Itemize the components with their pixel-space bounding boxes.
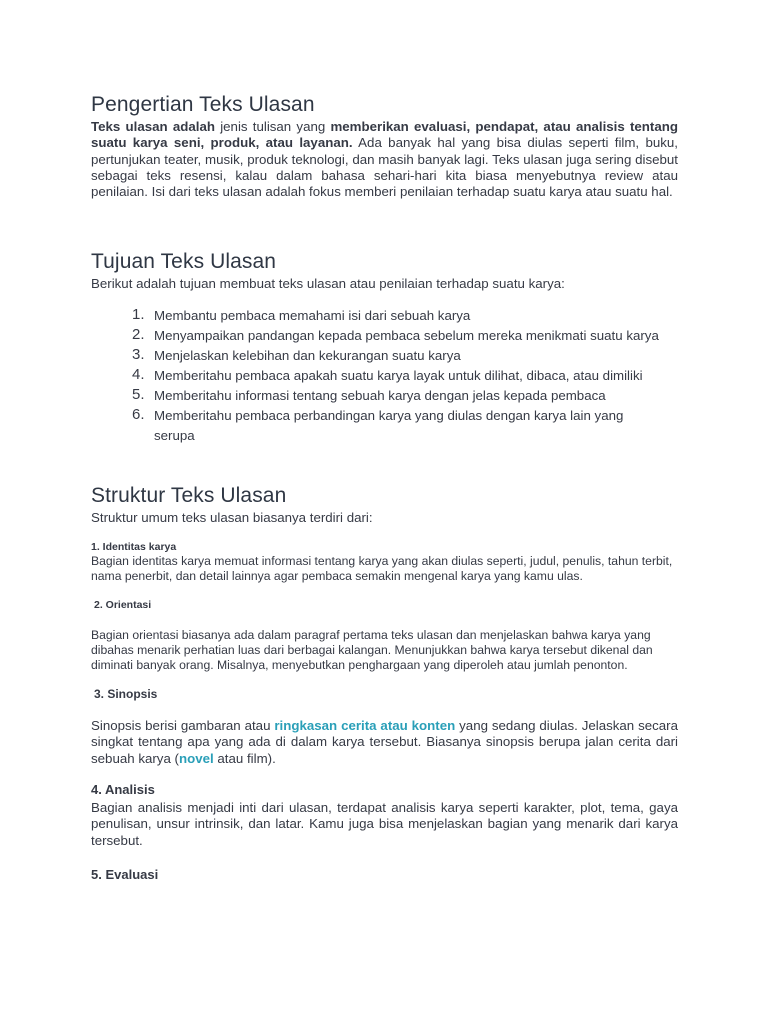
orientasi-heading: 2. Orientasi [94,599,152,611]
list-number: 1. [132,306,145,323]
list-item-text: Menjelaskan kelebihan dan kekurangan suatu karya [154,348,461,363]
list-number: 2. [132,326,145,343]
bold-term: Teks ulasan adalah [91,119,215,134]
list-item-text: Menyampaikan pandangan kepada pembaca sebelum mereka menikmati suatu karya [154,328,659,343]
identitas-body: Bagian identitas karya memuat informasi tentang karya yang akan diulas seperti, judul, penulis, tahun terbit, nama penerbit, dan detail lainnya agar pembaca semakin mengenal karya yang kamu ulas. [91,554,673,583]
sinopsis-body [91,718,678,767]
heading-pengertian: Pengertian Teks Ulasan [91,93,315,116]
analisis-heading: 4. Analisis [91,782,155,797]
list-number: 3. [132,346,145,363]
link-ringkasan[interactable]: ringkasan cerita atau konten [274,718,456,733]
evaluasi-heading: 5. Evaluasi [91,867,159,882]
tujuan-list-item [91,326,664,346]
paragraph-text: Ada banyak hal yang bisa diulas seperti film, buku, pertunjukan teater, musik, produk teknologi, dan masih banyak lagi. Teks ulasan juga sering disebut sebagai teks resensi, kalau dalam bahasa sehari-hari kita biasa menyebutnya review atau penilaian. Isi dari teks ulasan adalah fokus memberi penilaian terhadap suatu karya atau suatu hal. [91,135,678,200]
paragraph-text: Sinopsis berisi gambaran atau [91,718,275,733]
analisis-body: Bagian analisis menjadi inti dari ulasan, terdapat analisis karya seperti karakter, plot, tema, gaya penulisan, unsur intrinsik, dan latar. Kamu juga bisa menjelaskan bagian yang menarik dari karya tersebut. [91,800,678,848]
struktur-intro: Struktur umum teks ulasan biasanya terdiri dari: [91,510,373,525]
list-item-text: Memberitahu pembaca perbandingan karya yang diulas dengan karya lain yang serupa [154,408,624,443]
list-number: 6. [132,406,145,423]
tujuan-list-item [91,386,664,406]
paragraph-text: atau film). [213,750,276,766]
list-item-text: Memberitahu informasi tentang sebuah karya dengan jelas kepada pembaca [154,388,606,403]
list-number: 5. [132,386,145,403]
tujuan-list-item [91,366,664,386]
tujuan-intro: Berikut adalah tujuan membuat teks ulasan atau penilaian terhadap suatu karya: [91,276,565,291]
list-item-text: Membantu pembaca memahami isi dari sebuah karya [154,308,471,323]
sinopsis-heading: 3. Sinopsis [94,687,158,701]
bold-definition: memberikan evaluasi, pendapat, atau analisis tentang suatu karya seni, produk, atau layanan. [91,119,678,151]
identitas-heading: 1. Identitas karya [91,541,177,553]
list-number: 4. [132,366,145,383]
paragraph-text: yang sedang diulas. Jelaskan secara singkat tentang apa yang ada di dalam karya tersebut. Biasanya sinopsis berupa jalan cerita dari sebuah karya ( [91,718,678,766]
paragraph-text: jenis tulisan yang [215,119,331,134]
tujuan-list-item [91,306,664,326]
orientasi-body: Bagian orientasi biasanya ada dalam paragraf pertama teks ulasan dan menjelaskan bahwa karya yang dibahas menarik perhatian luas dari berbagai kalangan. Menunjukkan bahwa karya tersebut dikenal dan diminati banyak orang. Misalnya, menyebutkan penghargaan yang diperoleh atau jumlah penonton. [91,628,653,672]
tujuan-list [91,306,664,446]
tujuan-list-item [91,406,664,446]
paragraph-pengertian [91,119,678,200]
list-item-text: Memberitahu pembaca apakah suatu karya layak untuk dilihat, dibaca, atau dimiliki [154,368,643,383]
heading-struktur: Struktur Teks Ulasan [91,484,287,507]
link-novel[interactable]: novel [178,750,214,766]
heading-tujuan: Tujuan Teks Ulasan [91,250,277,273]
tujuan-list-item [91,346,664,366]
